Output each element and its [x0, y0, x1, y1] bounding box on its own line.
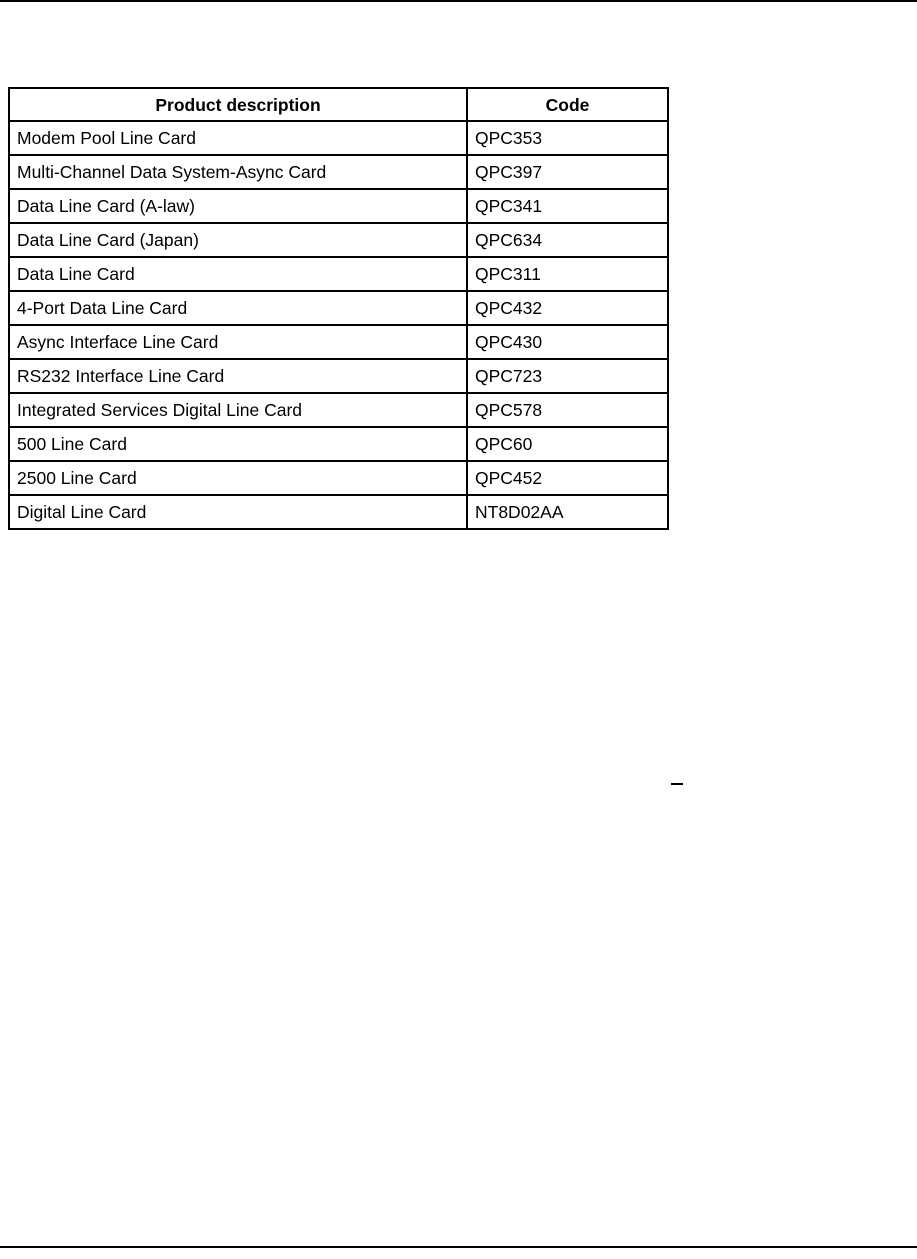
- table-row: [9, 495, 668, 529]
- product-description-cell: Integrated Services Digital Line Card: [9, 393, 467, 427]
- table-row: [9, 257, 668, 291]
- product-code-cell: QPC578: [467, 393, 668, 427]
- table-row: [9, 325, 668, 359]
- table-row: [9, 223, 668, 257]
- product-description-cell: Modem Pool Line Card: [9, 121, 467, 155]
- table-row: [9, 155, 668, 189]
- stray-dash-mark: [671, 783, 683, 785]
- product-code-cell: QPC432: [467, 291, 668, 325]
- product-code-cell: QPC723: [467, 359, 668, 393]
- table-row: [9, 291, 668, 325]
- product-description-cell: Data Line Card: [9, 257, 467, 291]
- page-bottom-rule: [0, 1246, 917, 1248]
- product-description-cell: Data Line Card (Japan): [9, 223, 467, 257]
- page-top-rule: [0, 0, 917, 2]
- product-description-cell: Digital Line Card: [9, 495, 467, 529]
- table-row: [9, 461, 668, 495]
- product-code-cell: NT8D02AA: [467, 495, 668, 529]
- product-description-cell: 500 Line Card: [9, 427, 467, 461]
- product-code-cell: QPC311: [467, 257, 668, 291]
- product-description-cell: 4-Port Data Line Card: [9, 291, 467, 325]
- header-code: Code: [467, 88, 668, 121]
- product-code-table: [8, 87, 669, 530]
- table-row: [9, 189, 668, 223]
- table-row: [9, 121, 668, 155]
- table-row: [9, 393, 668, 427]
- product-code-cell: QPC353: [467, 121, 668, 155]
- table-row: [9, 427, 668, 461]
- product-description-cell: Async Interface Line Card: [9, 325, 467, 359]
- product-description-cell: Multi-Channel Data System-Async Card: [9, 155, 467, 189]
- product-code-cell: QPC430: [467, 325, 668, 359]
- product-description-cell: Data Line Card (A-law): [9, 189, 467, 223]
- product-code-cell: QPC397: [467, 155, 668, 189]
- product-code-cell: QPC452: [467, 461, 668, 495]
- product-code-cell: QPC341: [467, 189, 668, 223]
- product-code-cell: QPC60: [467, 427, 668, 461]
- product-description-cell: 2500 Line Card: [9, 461, 467, 495]
- header-product-description: Product description: [9, 88, 467, 121]
- product-code-cell: QPC634: [467, 223, 668, 257]
- table-row: [9, 359, 668, 393]
- product-description-cell: RS232 Interface Line Card: [9, 359, 467, 393]
- table-header-row: [9, 88, 668, 121]
